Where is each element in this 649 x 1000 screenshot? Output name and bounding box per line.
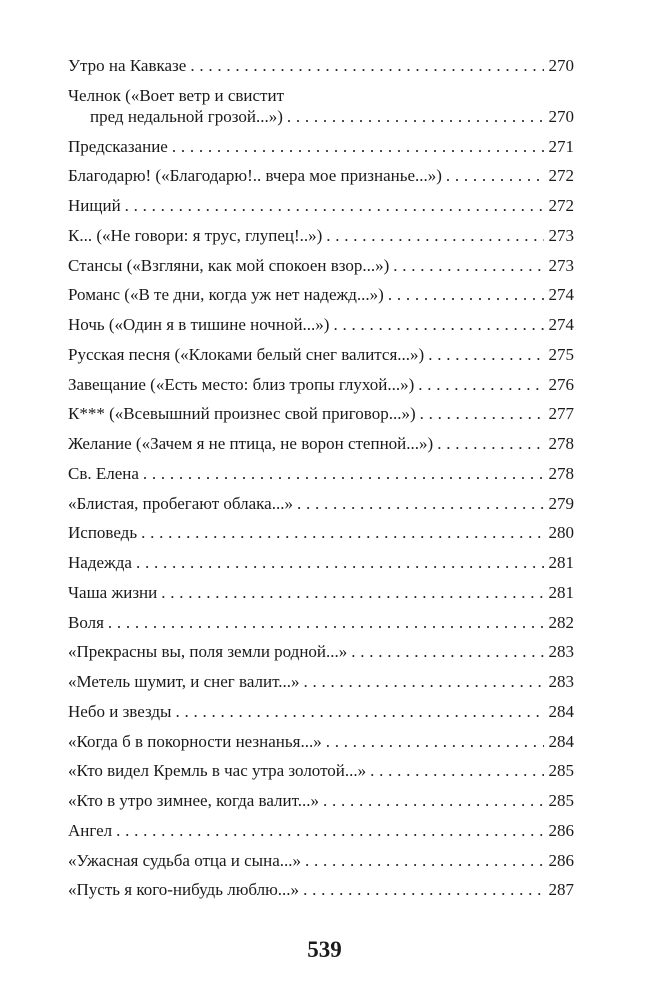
toc-entry-title: Нищий <box>68 196 121 215</box>
toc-entry-page: 272 <box>548 196 574 215</box>
dot-leader <box>108 612 544 633</box>
toc-entry-title: «Когда б в покорности незнанья...» <box>68 731 322 751</box>
dot-leader <box>388 284 544 305</box>
toc-entry-page: 282 <box>548 612 574 632</box>
toc-entry-page: 274 <box>548 285 574 305</box>
toc-entry-page: 285 <box>548 761 574 781</box>
toc-entry-page: 275 <box>548 344 574 364</box>
toc-entry-title: Исповедь <box>68 523 138 543</box>
toc-entry <box>68 493 574 514</box>
toc-entry <box>68 344 574 365</box>
toc-entry-title: К... («Не говори: я трус, глупец!..») <box>68 225 323 245</box>
toc-entry-page: 286 <box>548 850 574 870</box>
toc-entry-title: Воля <box>68 612 104 632</box>
toc-entry-title: Ночь («Один я в тишине ночной...») <box>68 315 330 334</box>
toc-entry <box>68 225 574 246</box>
dot-leader <box>305 850 544 871</box>
dot-leader <box>428 344 544 365</box>
dot-leader <box>446 165 544 186</box>
dot-leader <box>370 760 544 781</box>
toc-entry-title: Завещание («Есть место: близ тропы глухой...») <box>68 374 415 394</box>
toc-entry <box>68 463 574 484</box>
toc-entry-title: Русская песня («Клоками белый снег валится...») <box>68 344 425 364</box>
table-of-contents <box>68 55 574 909</box>
page-number: 539 <box>307 937 342 962</box>
toc-entry-title: Утро на Кавказе <box>68 56 187 75</box>
dot-leader <box>323 790 544 811</box>
toc-entry <box>68 85 574 127</box>
dot-leader <box>304 671 544 692</box>
toc-entry-title: «Пусть я кого-нибудь люблю...» <box>68 880 300 900</box>
toc-entry-page: 278 <box>548 463 574 483</box>
toc-entry-title: Надежда <box>68 553 132 572</box>
toc-entry <box>68 284 574 305</box>
toc-entry-title: Стансы («Взгляни, как мой спокоен взор...») <box>68 255 390 275</box>
toc-entry-title: Чаша жизни <box>68 582 158 602</box>
toc-entry <box>68 850 574 871</box>
toc-entry-title: «Кто в утро зимнее, когда валит...» <box>68 791 320 810</box>
toc-entry <box>68 195 574 216</box>
toc-entry <box>68 701 574 722</box>
toc-entry-page: 278 <box>548 434 574 453</box>
dot-leader <box>287 106 544 127</box>
toc-entry <box>68 790 574 811</box>
toc-entry-continuation <box>68 106 574 127</box>
dot-leader <box>143 463 544 484</box>
toc-entry <box>68 879 574 900</box>
dot-leader <box>136 552 544 573</box>
toc-entry-title: «Ужасная судьба отца и сына...» <box>68 850 301 870</box>
dot-leader <box>303 879 544 900</box>
toc-entry-page: 272 <box>548 166 574 186</box>
toc-entry <box>68 403 574 424</box>
toc-entry <box>68 433 574 454</box>
dot-leader <box>333 314 544 335</box>
toc-entry-title: Романс («В те дни, когда уж нет надежд...») <box>68 285 384 305</box>
toc-entry-title: К*** («Всевышний произнес свой приговор...») <box>68 404 416 424</box>
toc-entry <box>68 165 574 186</box>
toc-entry-page: 273 <box>548 255 574 275</box>
toc-entry-title: Св. Елена <box>68 463 139 483</box>
toc-entry-page: 281 <box>548 553 574 572</box>
toc-entry-page: 270 <box>548 56 574 75</box>
toc-entry <box>68 731 574 752</box>
toc-entry <box>68 55 574 76</box>
toc-entry-title: Благодарю! («Благодарю!.. вчера мое признанье...») <box>68 166 442 186</box>
dot-leader <box>161 582 544 603</box>
toc-entry-page: 286 <box>548 820 574 840</box>
toc-entry-page: 277 <box>548 404 574 424</box>
dot-leader <box>141 522 544 543</box>
toc-entry-page: 276 <box>548 374 574 394</box>
toc-entry <box>68 552 574 573</box>
toc-entry <box>68 136 574 157</box>
toc-entry-page: 271 <box>548 136 574 156</box>
dot-leader <box>172 136 544 157</box>
toc-entry-page: 283 <box>548 672 574 691</box>
dot-leader <box>393 255 544 276</box>
toc-entry-page: 280 <box>548 523 574 543</box>
dot-leader <box>420 403 544 424</box>
toc-entry <box>68 760 574 781</box>
toc-entry-title: Желание («Зачем я не птица, не ворон степной...») <box>68 434 434 453</box>
toc-entry-page: 279 <box>548 493 574 513</box>
toc-entry-title-line2: пред недальной грозой...») <box>90 106 283 126</box>
toc-entry-page: 274 <box>548 315 574 334</box>
dot-leader <box>418 374 544 395</box>
toc-entry <box>68 314 574 335</box>
toc-entry-page: 270 <box>548 106 574 126</box>
toc-entry <box>68 671 574 692</box>
dot-leader <box>326 731 544 752</box>
toc-entry-page: 283 <box>548 642 574 662</box>
toc-entry-title: «Кто видел Кремль в час утра золотой...» <box>68 761 367 781</box>
toc-entry-title-line1: Челнок («Воет ветр и свистит <box>68 85 284 105</box>
toc-entry <box>68 820 574 841</box>
toc-entry-page: 281 <box>548 582 574 602</box>
toc-entry <box>68 374 574 395</box>
toc-entry <box>68 641 574 662</box>
dot-leader <box>351 641 544 662</box>
toc-entry-page: 284 <box>548 701 574 721</box>
toc-entry-page: 285 <box>548 791 574 810</box>
dot-leader <box>326 225 544 246</box>
toc-entry <box>68 255 574 276</box>
toc-entry-title: «Блистая, пробегают облака...» <box>68 493 293 513</box>
toc-entry-page: 273 <box>548 225 574 245</box>
toc-entry-page: 284 <box>548 731 574 751</box>
toc-entry <box>68 522 574 543</box>
toc-entry-title: Ангел <box>68 820 113 840</box>
toc-entry-title: «Прекрасны вы, поля земли родной...» <box>68 642 348 662</box>
dot-leader <box>437 433 544 454</box>
toc-entry-page: 287 <box>548 880 574 900</box>
toc-entry <box>68 582 574 603</box>
dot-leader <box>297 493 544 514</box>
dot-leader <box>190 55 544 76</box>
dot-leader <box>175 701 544 722</box>
toc-entry-title: Предсказание <box>68 136 168 156</box>
dot-leader <box>125 195 544 216</box>
toc-entry <box>68 612 574 633</box>
toc-entry-title: «Метель шумит, и снег валит...» <box>68 672 300 691</box>
dot-leader <box>116 820 544 841</box>
toc-entry-title: Небо и звезды <box>68 701 172 721</box>
